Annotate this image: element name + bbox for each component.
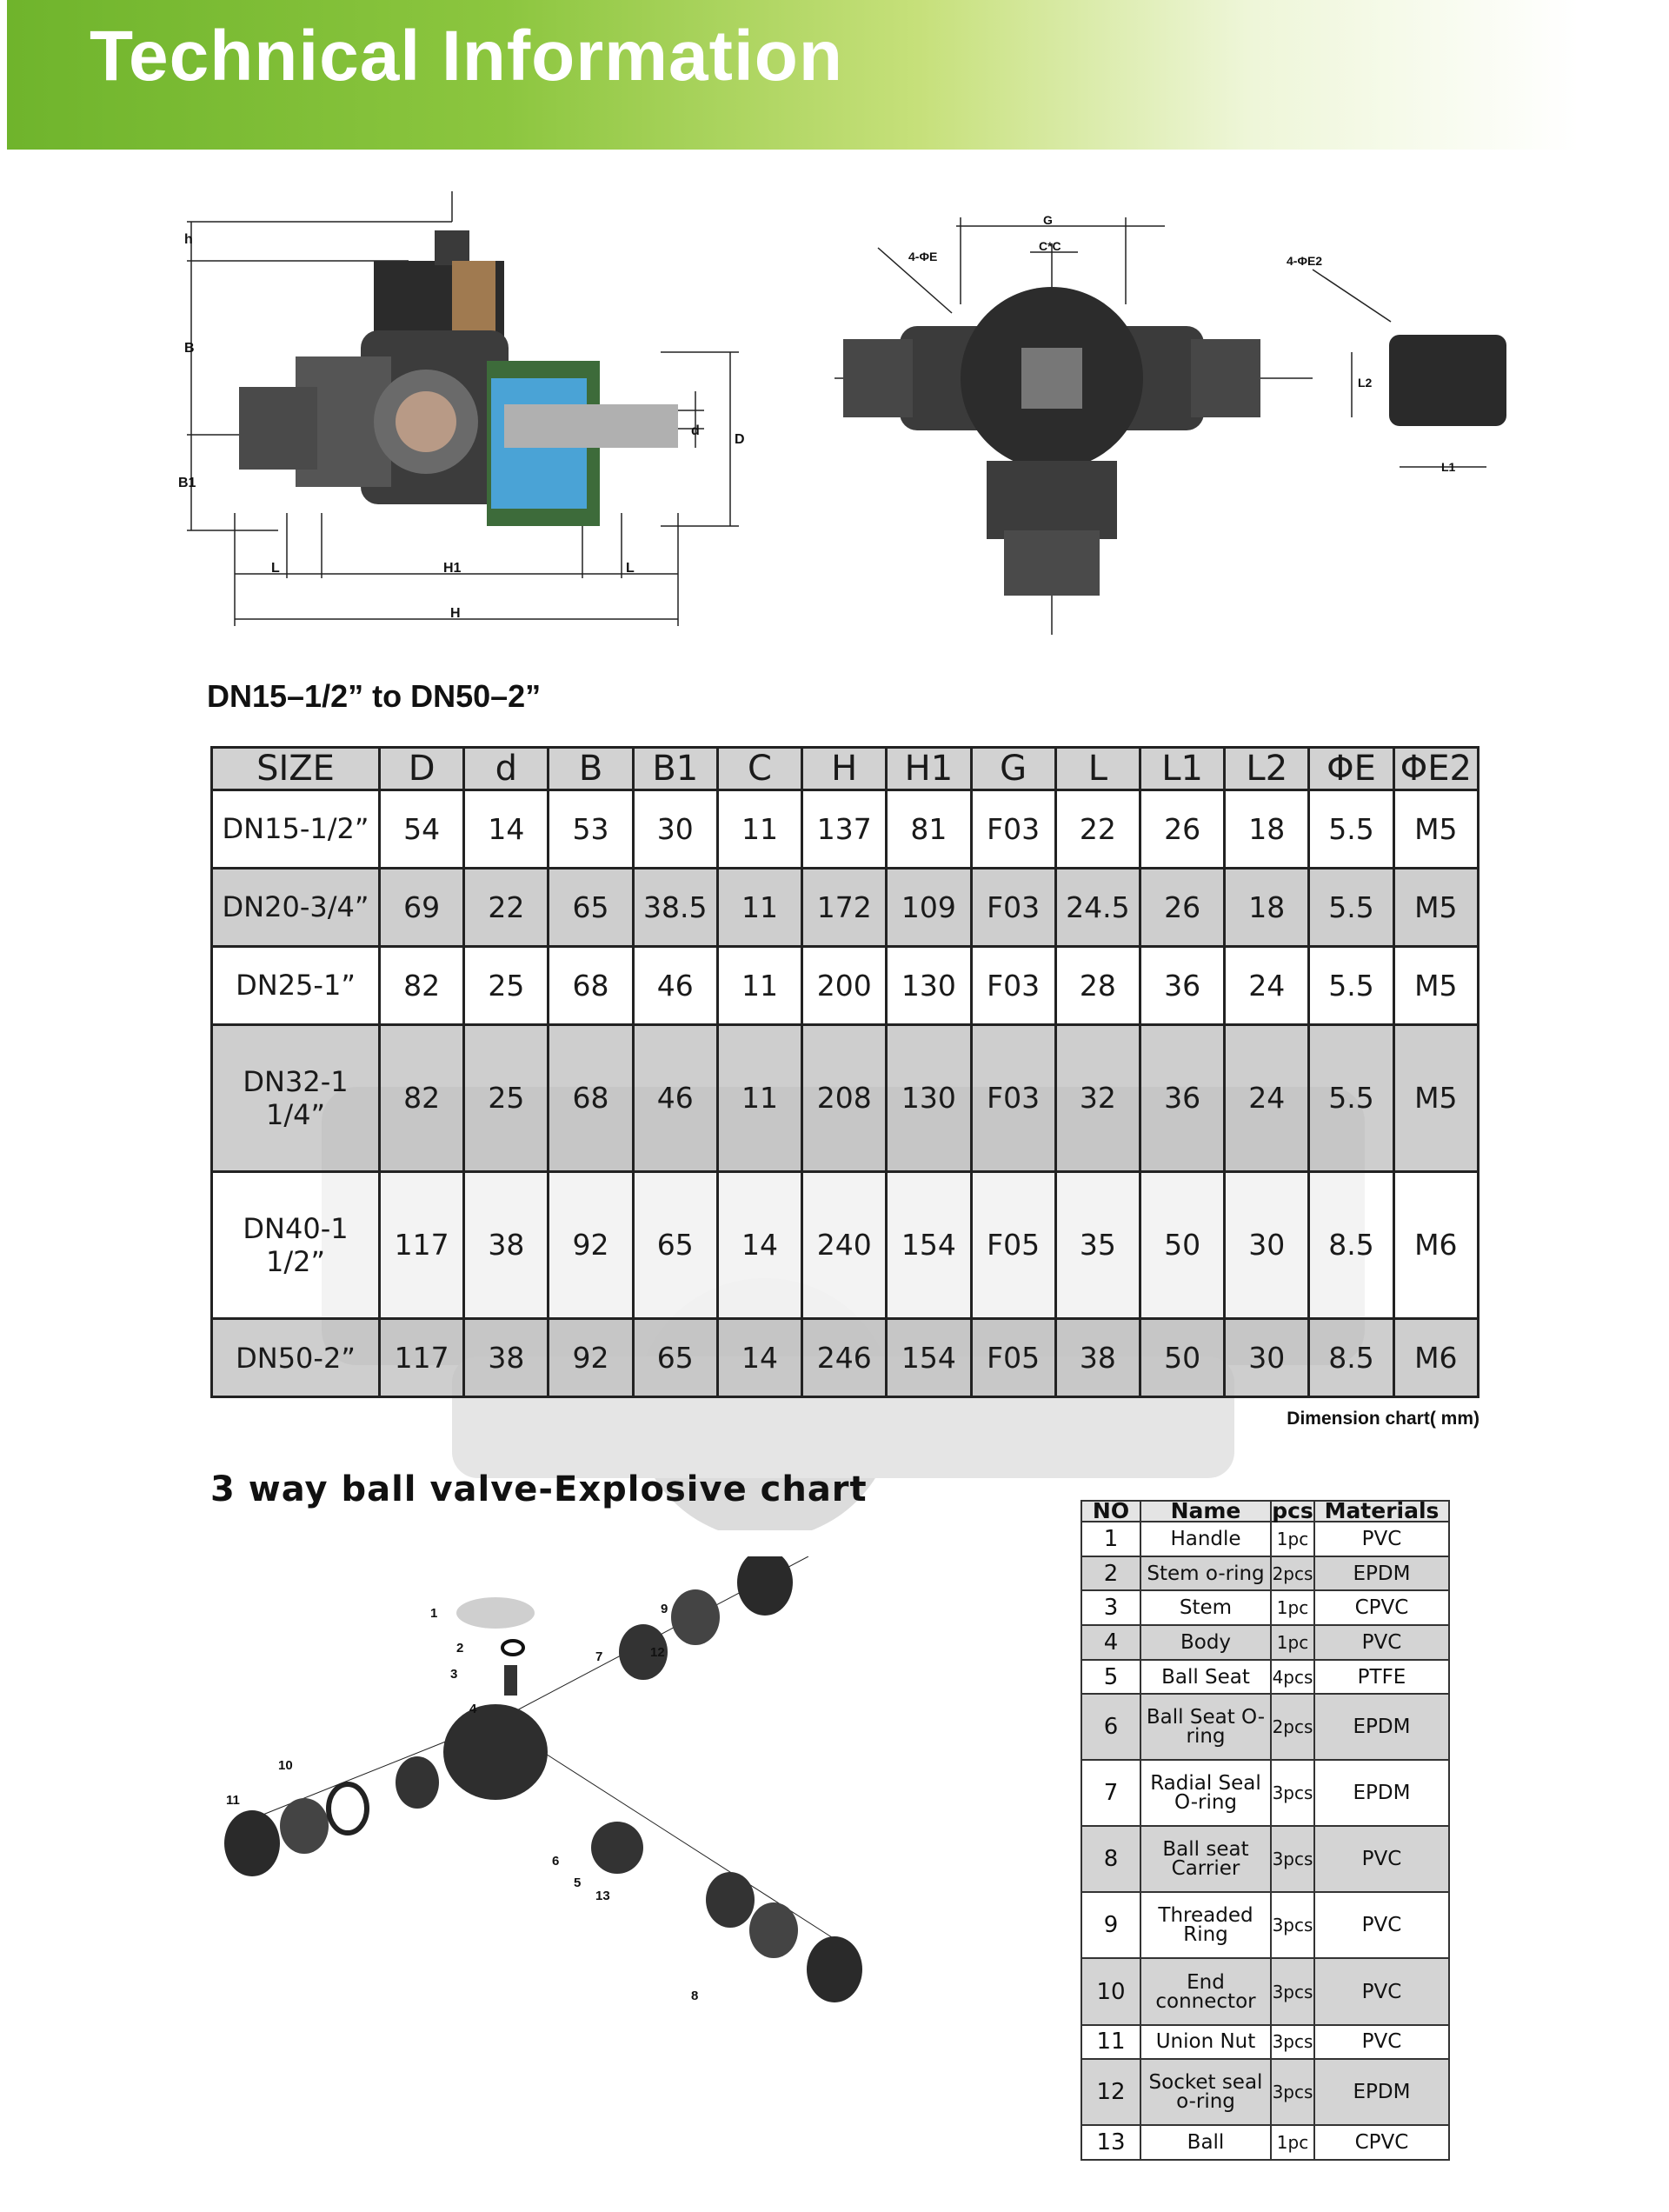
col-header-name: Name [1140,1501,1271,1522]
dim-label-4-phiE2: 4-ΦE2 [1287,254,1323,268]
table-cell: 5.5 [1309,946,1393,1024]
table-cell: DN32-1 1/4” [212,1024,380,1171]
col-header-materials: Materials [1314,1501,1449,1522]
exploded-view-drawing [209,1556,991,2191]
table-cell: 14 [464,790,549,869]
table-cell: 25 [464,946,549,1024]
table-cell: Stem o-ring [1140,1556,1271,1591]
table-cell: 10 [1081,1958,1140,2024]
table-cell: 154 [887,1171,971,1318]
table-cell: Ball Seat O-ring [1140,1694,1271,1760]
table-cell: 82 [380,946,464,1024]
dim-label-CxC: C*C [1039,239,1061,253]
col-header-B1: B1 [633,748,717,790]
table-cell: 11 [717,790,801,869]
table-cell: M6 [1393,1319,1478,1397]
side-section-drawing [174,183,782,635]
table-cell: 8.5 [1309,1319,1393,1397]
col-header-phiE2: ΦE2 [1393,748,1478,790]
table-cell: 26 [1140,868,1224,946]
table-cell: PVC [1314,1958,1449,2024]
table-cell: 1 [1081,1522,1140,1556]
table-cell: M5 [1393,946,1478,1024]
table-cell: 5 [1081,1660,1140,1695]
table-cell: 200 [802,946,887,1024]
table-cell: 1pc [1271,1522,1314,1556]
table-cell: 53 [549,790,633,869]
table-cell: PVC [1314,1522,1449,1556]
table-cell: CPVC [1314,2125,1449,2160]
table-cell: 22 [1055,790,1140,869]
table-row [212,868,1479,946]
table-cell: End connector [1140,1958,1271,2024]
table-cell: 82 [380,1024,464,1171]
table-cell: 68 [549,946,633,1024]
table-cell: EPDM [1314,2059,1449,2125]
dimension-table [210,746,1479,1398]
col-header-D: D [380,748,464,790]
table-cell: 24 [1225,946,1309,1024]
table-cell: 11 [1081,2025,1140,2060]
table-cell: 22 [464,868,549,946]
table-cell: 130 [887,946,971,1024]
table-cell: 14 [717,1319,801,1397]
table-cell: PVC [1314,2025,1449,2060]
table-cell: 7 [1081,1760,1140,1826]
table-cell: 36 [1140,946,1224,1024]
table-cell: Handle [1140,1522,1271,1556]
table-cell: DN40-1 1/2” [212,1171,380,1318]
table-cell: 11 [717,946,801,1024]
table-cell: Ball seat Carrier [1140,1826,1271,1892]
col-header-L2: L2 [1225,748,1309,790]
table-row [1081,1694,1449,1760]
dim-label-H1: H1 [443,561,462,576]
table-cell: DN15-1/2” [212,790,380,869]
table-cell: 3pcs [1271,1760,1314,1826]
table-cell: 117 [380,1171,464,1318]
col-header-L1: L1 [1140,748,1224,790]
table-cell: Socket seal o-ring [1140,2059,1271,2125]
callout-2: 2 [456,1641,464,1656]
table-cell: 5.5 [1309,790,1393,869]
table-cell: 30 [633,790,717,869]
table-cell: PTFE [1314,1660,1449,1695]
table-cell: F03 [971,790,1055,869]
col-header-size: SIZE [212,748,380,790]
table-cell: Threaded Ring [1140,1892,1271,1958]
table-cell: M5 [1393,868,1478,946]
table-cell: M6 [1393,1171,1478,1318]
table-row [1081,1625,1449,1660]
table-cell: 92 [549,1319,633,1397]
table-cell: 30 [1225,1319,1309,1397]
table-cell: 38 [464,1171,549,1318]
table-cell: 65 [633,1171,717,1318]
table-cell: 36 [1140,1024,1224,1171]
table-cell: 240 [802,1171,887,1318]
table-cell: 2 [1081,1556,1140,1591]
table-cell: CPVC [1314,1590,1449,1625]
table-cell: 50 [1140,1171,1224,1318]
col-header-phiE: ΦE [1309,748,1393,790]
table-cell: Body [1140,1625,1271,1660]
table-row [1081,2025,1449,2060]
table-cell: 172 [802,868,887,946]
table-cell: 11 [717,1024,801,1171]
table-cell: Radial Seal O-ring [1140,1760,1271,1826]
table-cell: 38 [1055,1319,1140,1397]
col-header-B: B [549,748,633,790]
table-cell: M5 [1393,790,1478,869]
table-cell: 38.5 [633,868,717,946]
table-cell: 30 [1225,1171,1309,1318]
callout-11: 11 [226,1793,240,1808]
table-cell: 1pc [1271,1590,1314,1625]
callout-7: 7 [595,1649,603,1664]
table-cell: F05 [971,1319,1055,1397]
table-cell: Ball [1140,2125,1271,2160]
table-row [1081,1760,1449,1826]
callout-10: 10 [278,1758,293,1773]
table-cell: 46 [633,946,717,1024]
table-cell: 154 [887,1319,971,1397]
callout-1: 1 [430,1606,438,1621]
col-header-no: NO [1081,1501,1140,1522]
table-row [212,790,1479,869]
table-cell: DN20-3/4” [212,868,380,946]
table-cell: 24.5 [1055,868,1140,946]
table-cell: 8 [1081,1826,1140,1892]
table-cell: 208 [802,1024,887,1171]
table-cell: 246 [802,1319,887,1397]
col-header-pcs: pcs [1272,1498,1313,1523]
table-cell: 109 [887,868,971,946]
table-cell: EPDM [1314,1760,1449,1826]
table-cell: 4pcs [1271,1660,1314,1695]
table-cell: 50 [1140,1319,1224,1397]
table-cell: 65 [549,868,633,946]
table-cell: F03 [971,1024,1055,1171]
table-cell: 3pcs [1271,1892,1314,1958]
callout-13: 13 [595,1889,610,1903]
callout-6: 6 [552,1854,560,1869]
table-cell: 11 [717,868,801,946]
table-cell: 5.5 [1309,868,1393,946]
callout-3: 3 [450,1667,458,1682]
table-cell: 24 [1225,1024,1309,1171]
table-row [212,1171,1479,1318]
table-cell: DN50-2” [212,1319,380,1397]
dimension-table-header-row [212,748,1479,790]
table-cell: F03 [971,946,1055,1024]
table-cell: 69 [380,868,464,946]
table-cell: 3pcs [1271,1826,1314,1892]
dim-label-B: B [184,341,195,356]
col-header-L: L [1055,748,1140,790]
table-cell: 18 [1225,790,1309,869]
callout-9: 9 [661,1602,668,1616]
callout-8: 8 [691,1989,699,2003]
table-cell: Ball Seat [1140,1660,1271,1695]
col-header-d: d [464,748,549,790]
table-cell: 1pc [1271,1625,1314,1660]
table-cell: 13 [1081,2125,1140,2160]
table-cell: 32 [1055,1024,1140,1171]
table-cell: 6 [1081,1694,1140,1760]
table-cell: DN25-1” [212,946,380,1024]
header-banner [7,0,1662,150]
table-cell: 4 [1081,1625,1140,1660]
explosive-chart-title: 3 way ball valve-Explosive chart [210,1469,868,1509]
table-cell: F05 [971,1171,1055,1318]
table-row [1081,1590,1449,1625]
table-cell: PVC [1314,1892,1449,1958]
table-cell: 137 [802,790,887,869]
table-row [1081,1660,1449,1695]
top-view-drawing [817,209,1530,643]
table-cell: 26 [1140,790,1224,869]
dim-label-B1: B1 [178,476,196,490]
table-row [1081,1826,1449,1892]
dim-label-L-left: L [271,561,280,576]
table-cell: EPDM [1314,1694,1449,1760]
col-header-G: G [971,748,1055,790]
col-header-H: H [802,748,887,790]
col-header-H1: H1 [887,748,971,790]
table-cell: 3 [1081,1590,1140,1625]
dim-label-L2: L2 [1358,376,1373,390]
table-row [1081,2059,1449,2125]
dimension-chart-note: Dimension chart( mm) [1287,1409,1479,1429]
table-cell: 1pc [1271,2125,1314,2160]
dim-label-H: H [450,606,461,621]
table-cell: 25 [464,1024,549,1171]
table-cell: 3pcs [1271,2025,1314,2060]
table-row [1081,1892,1449,1958]
table-cell: 92 [549,1171,633,1318]
callout-12: 12 [650,1645,665,1660]
table-row [212,946,1479,1024]
table-row [212,1319,1479,1397]
table-cell: 54 [380,790,464,869]
table-row [1081,2125,1449,2160]
table-cell: 38 [464,1319,549,1397]
page-title: Technical Information [90,17,843,96]
table-cell: 35 [1055,1171,1140,1318]
table-cell: 8.5 [1309,1171,1393,1318]
table-cell: 117 [380,1319,464,1397]
table-cell: Stem [1140,1590,1271,1625]
table-cell: PVC [1314,1625,1449,1660]
table-cell: PVC [1314,1826,1449,1892]
table-cell: 28 [1055,946,1140,1024]
dim-label-G: G [1043,213,1053,227]
table-cell: M5 [1393,1024,1478,1171]
callout-5: 5 [574,1876,582,1890]
callout-4: 4 [469,1702,477,1716]
table-cell: 18 [1225,868,1309,946]
table-cell: 9 [1081,1892,1140,1958]
table-row [1081,1958,1449,2024]
table-cell: F03 [971,868,1055,946]
parts-table-header-row [1081,1501,1449,1522]
dim-label-L-right: L [626,561,635,576]
dim-label-d: d [691,423,700,438]
table-row [1081,1522,1449,1556]
dim-label-D: D [735,432,745,447]
table-cell: 3pcs [1271,2059,1314,2125]
size-range-heading: DN15–1/2” to DN50–2” [207,678,542,714]
table-cell: 65 [633,1319,717,1397]
table-cell: Union Nut [1140,2025,1271,2060]
dim-label-L1: L1 [1441,460,1456,474]
dim-label-h: h [184,232,193,247]
table-cell: 14 [717,1171,801,1318]
table-cell: 68 [549,1024,633,1171]
table-cell: 2pcs [1271,1556,1314,1591]
table-cell: 2pcs [1271,1694,1314,1760]
table-row [1081,1556,1449,1591]
table-cell: 5.5 [1309,1024,1393,1171]
table-row [212,1024,1479,1171]
table-cell: 12 [1081,2059,1140,2125]
parts-table [1081,1500,1450,2161]
table-cell: 3pcs [1271,1958,1314,2024]
table-cell: 46 [633,1024,717,1171]
table-cell: 81 [887,790,971,869]
table-cell: 130 [887,1024,971,1171]
col-header-C: C [717,748,801,790]
dim-label-4-phiE: 4-ΦE [908,250,938,263]
table-cell: EPDM [1314,1556,1449,1591]
